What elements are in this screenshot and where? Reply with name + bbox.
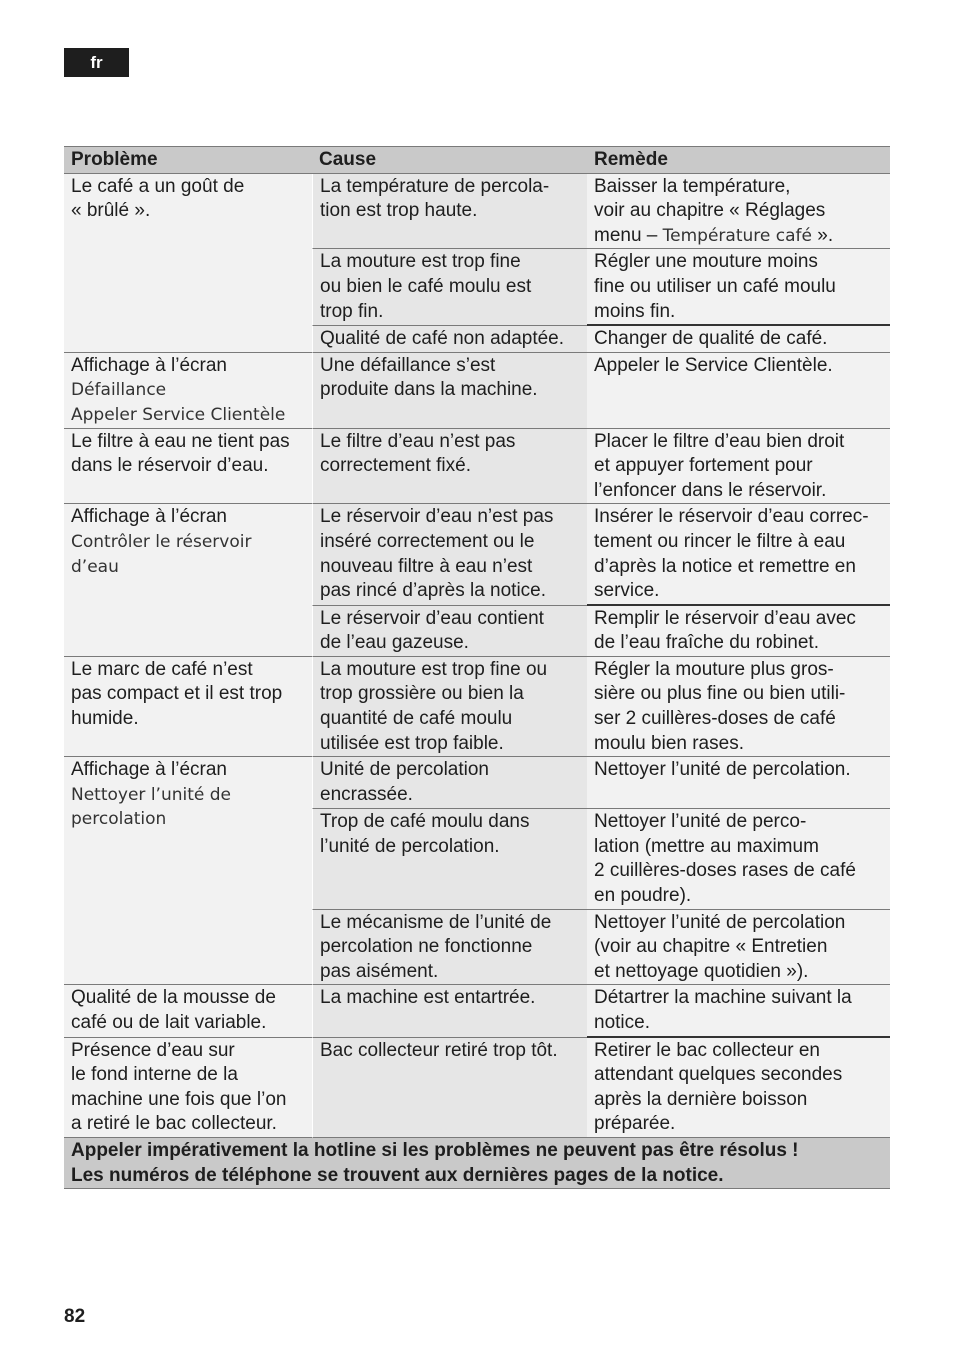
problem-cell: Le marc de café n’est pas compact et il est trop humide.: [64, 657, 312, 757]
cause-cell: La température de percola- tion est trop haute.: [312, 174, 587, 250]
remedy-cell: Détartrer la machine suivant la notice.: [587, 985, 890, 1037]
remedy-cell: Nettoyer l’unité de percolation (voir au chapitre « Entretien et nettoyage quotidien »).: [587, 910, 890, 986]
problem-cell: Affichage à l’écran Nettoyer l’unité de percolation: [64, 757, 312, 985]
remedy-cell: Changer de qualité de café.: [587, 326, 890, 353]
remedy-cell: Appeler le Service Clientèle.: [587, 353, 890, 429]
header-cause: Cause: [312, 147, 587, 174]
remedy-cell: Nettoyer l’unité de percolation.: [587, 757, 890, 809]
remedy-cell: Retirer le bac collecteur en attendant quelques secondes après la dernière boisson préparée.: [587, 1038, 890, 1138]
remedy-cell: Nettoyer l’unité de perco- lation (mettre au maximum 2 cuillères-doses rases de café en poudre).: [587, 809, 890, 909]
cause-cell: Trop de café moulu dans l’unité de percolation.: [312, 809, 587, 909]
cause-cell: Le réservoir d’eau contient de l’eau gazeuse.: [312, 606, 587, 657]
header-problem: Problème: [64, 147, 312, 174]
cause-cell: Bac collecteur retiré trop tôt.: [312, 1038, 587, 1138]
cause-cell: Qualité de café non adaptée.: [312, 326, 587, 353]
language-tab: fr: [64, 48, 129, 77]
problem-cell: Le filtre à eau ne tient pas dans le réservoir d’eau.: [64, 429, 312, 505]
problem-cell: Affichage à l’écran Défaillance Appeler Service Clientèle: [64, 353, 312, 429]
cause-cell: La mouture est trop fine ou bien le café moulu est trop fin.: [312, 249, 587, 326]
cause-cell: Le filtre d’eau n’est pas correctement fixé.: [312, 429, 587, 505]
problem-cell: Le café a un goût de « brûlé ».: [64, 174, 312, 353]
problem-cell: Présence d’eau sur le fond interne de la machine une fois que l’on a retiré le bac collecteur.: [64, 1038, 312, 1138]
header-remedy: Remède: [587, 147, 890, 174]
cause-cell: La mouture est trop fine ou trop grossière ou bien la quantité de café moulu utilisée est trop faible.: [312, 657, 587, 757]
remedy-cell: Placer le filtre d’eau bien droit et appuyer fortement pour l’enfoncer dans le réservoir.: [587, 429, 890, 505]
cause-cell: Le réservoir d’eau n’est pas inséré correctement ou le nouveau filtre à eau n’est pas rincé d’après la notice.: [312, 504, 587, 605]
page-number: 82: [64, 1306, 86, 1327]
remedy-cell: Régler la mouture plus gros- sière ou plus fine ou bien utili- ser 2 cuillères-doses de café moulu bien rases.: [587, 657, 890, 757]
remedy-cell: Insérer le réservoir d’eau correc- tement ou rincer le filtre à eau d’après la notice et remettre en service.: [587, 504, 890, 605]
hotline-notice: Appeler impérativement la hotline si les problèmes ne peuvent pas être résolus ! Les numéros de téléphone se trouvent aux dernières pages de la notice.: [64, 1138, 890, 1188]
remedy-cell: Baisser la température, voir au chapitre « Réglages menu – Température café ».: [587, 174, 890, 250]
cause-cell: La machine est entartrée.: [312, 985, 587, 1037]
cause-cell: Une défaillance s’est produite dans la machine.: [312, 353, 587, 429]
problem-cell: Qualité de la mousse de café ou de lait variable.: [64, 985, 312, 1037]
cause-cell: Le mécanisme de l’unité de percolation ne fonctionne pas aisément.: [312, 910, 587, 986]
troubleshooting-table: [64, 146, 890, 1189]
cause-cell: Unité de percolation encrassée.: [312, 757, 587, 809]
remedy-cell: Régler une mouture moins fine ou utiliser un café moulu moins fin.: [587, 249, 890, 326]
remedy-cell: Remplir le réservoir d’eau avec de l’eau fraîche du robinet.: [587, 606, 890, 657]
problem-cell: Affichage à l’écran Contrôler le réservoir d’eau: [64, 504, 312, 657]
